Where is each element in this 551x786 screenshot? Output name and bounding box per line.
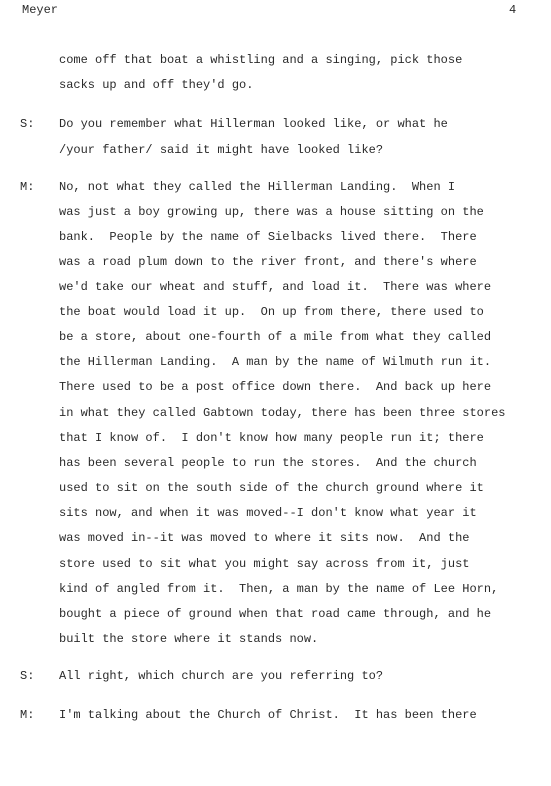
transcript-line: the Hillerman Landing. A man by the name of Wilmuth run it. bbox=[59, 355, 492, 369]
transcript-line: There used to be a post office down there. And back up here bbox=[59, 380, 492, 394]
transcript-line: bank. People by the name of Sielbacks lived there. There bbox=[59, 230, 477, 244]
transcript-line: was moved in--it was moved to where it sits now. And the bbox=[59, 531, 470, 545]
transcript-line: was a road plum down to the river front, and there's where bbox=[59, 255, 477, 269]
transcript-line: be a store, about one-fourth of a mile from what they called bbox=[59, 330, 492, 344]
page-header-name: Meyer bbox=[22, 3, 59, 17]
transcript-line: All right, which church are you referring to? bbox=[59, 669, 384, 683]
transcript-line: the boat would load it up. On up from there, there used to bbox=[59, 305, 484, 319]
transcript-line: sacks up and off they'd go. bbox=[59, 78, 254, 92]
transcript-line: we'd take our wheat and stuff, and load it. There was where bbox=[59, 280, 492, 294]
speaker-label: M: bbox=[20, 180, 35, 194]
speaker-label: S: bbox=[20, 117, 35, 131]
transcript-line: sits now, and when it was moved--I don't know what year it bbox=[59, 506, 477, 520]
transcript-line: was just a boy growing up, there was a house sitting on the bbox=[59, 205, 484, 219]
transcript-line: built the store where it stands now. bbox=[59, 632, 319, 646]
transcript-line: come off that boat a whistling and a singing, pick those bbox=[59, 53, 463, 67]
transcript-line: in what they called Gabtown today, there has been three stores bbox=[59, 406, 506, 420]
transcript-line: has been several people to run the stores. And the church bbox=[59, 456, 477, 470]
transcript-line: I'm talking about the Church of Christ. It has been there bbox=[59, 708, 477, 722]
transcript-line: /your father/ said it might have looked like? bbox=[59, 143, 384, 157]
page-number: 4 bbox=[509, 3, 517, 17]
speaker-label: M: bbox=[20, 708, 35, 722]
transcript-line: store used to sit what you might say across from it, just bbox=[59, 557, 470, 571]
transcript-line: Do you remember what Hillerman looked like, or what he bbox=[59, 117, 448, 131]
transcript-line: bought a piece of ground when that road came through, and he bbox=[59, 607, 492, 621]
transcript-line: that I know of. I don't know how many people run it; there bbox=[59, 431, 484, 445]
transcript-line: No, not what they called the Hillerman Landing. When I bbox=[59, 180, 456, 194]
transcript-line: used to sit on the south side of the church ground where it bbox=[59, 481, 484, 495]
speaker-label: S: bbox=[20, 669, 35, 683]
transcript-line: kind of angled from it. Then, a man by the name of Lee Horn, bbox=[59, 582, 499, 596]
